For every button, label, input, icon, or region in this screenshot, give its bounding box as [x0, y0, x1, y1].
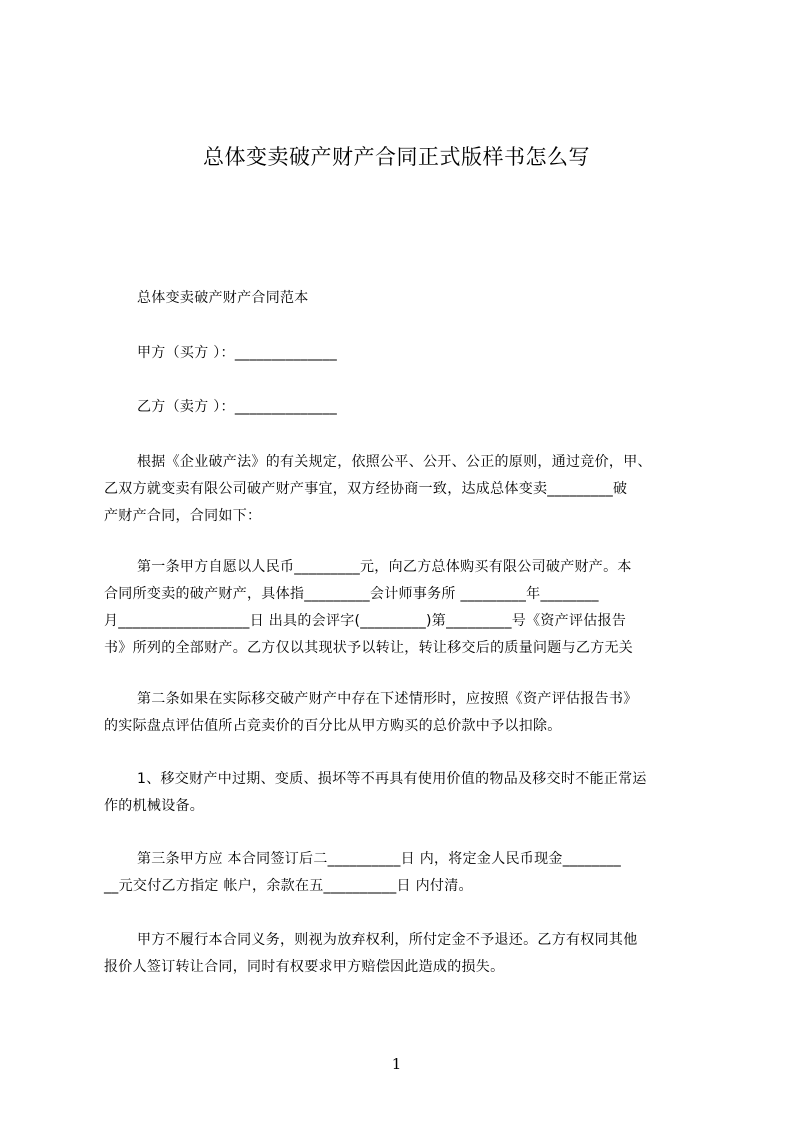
paragraph-line: 乙方（卖方 ）：______________ — [137, 399, 338, 415]
article-1-paragraph — [104, 554, 704, 662]
article-3-paragraph — [104, 846, 704, 900]
article-2-paragraph — [104, 686, 704, 740]
paragraph-line: 甲方不履行本合同义务，则视为放弃权利，所付定金不予退还。乙方有权同其他 — [137, 932, 638, 948]
paragraph-line: __元交付乙方指定 帐户，余款在五__________日 内付清。 — [104, 878, 473, 894]
paragraph-line: 产财产合同，合同如下： — [104, 508, 262, 524]
document-title: 总体变卖破产财产合同正式版样书怎么写 — [203, 145, 590, 169]
paragraph-line: 的实际盘点评估值所占竞卖价的百分比从甲方购买的总价款中予以扣除。 — [104, 718, 562, 734]
preamble-paragraph — [104, 449, 704, 530]
paragraph-line: 合同所变卖的破产财产，具体指_________会计师事务所 _________年________ — [104, 586, 599, 602]
paragraph-line: 第二条如果在实际移交破产财产中存在下述情形时，应按照《资产评估报告书》 — [137, 691, 638, 707]
paragraph-line: 甲方（买方 ）：______________ — [137, 345, 338, 361]
paragraph-line: 报价人签订转让合同，同时有权要求甲方赔偿因此造成的损失。 — [104, 959, 505, 975]
paragraph-line: 作的机械设备。 — [104, 798, 205, 814]
clause-1-paragraph — [104, 766, 704, 820]
paragraph-line: 1、移交财产中过期、变质、损坏等不再具有使用价值的物品及移交时不能正常运 — [137, 771, 647, 787]
page-number: 1 — [391, 1055, 402, 1073]
paragraph-line: 第一条甲方自愿以人民币_________元，向乙方总体购买有限公司破产财产。本 — [137, 559, 632, 575]
paragraph-line: 书》所列的全部财产。乙方仅以其现状予以转让，转让移交后的质量问题与乙方无关 — [104, 640, 634, 656]
party-b-line — [104, 394, 704, 421]
paragraph-line: 总体变卖破产财产合同范本 — [137, 290, 309, 306]
paragraph-line: 第三条甲方应 本合同签订后二__________日 内，将定金人民币现金________ — [137, 851, 622, 867]
default-clause-paragraph — [104, 927, 704, 981]
party-a-line — [104, 340, 704, 367]
paragraph-line: 月__________________日 出具的会评字(_________)第_________号《资产评估报告 — [104, 613, 627, 629]
paragraph-line: 乙双方就变卖有限公司破产财产事宜，双方经协商一致，达成总体变卖_________破 — [104, 481, 628, 497]
subtitle-paragraph — [104, 285, 704, 312]
paragraph-line: 根据《企业破产法》的有关规定，依照公平、公开、公正的原则，通过竞价，甲、 — [137, 454, 652, 470]
